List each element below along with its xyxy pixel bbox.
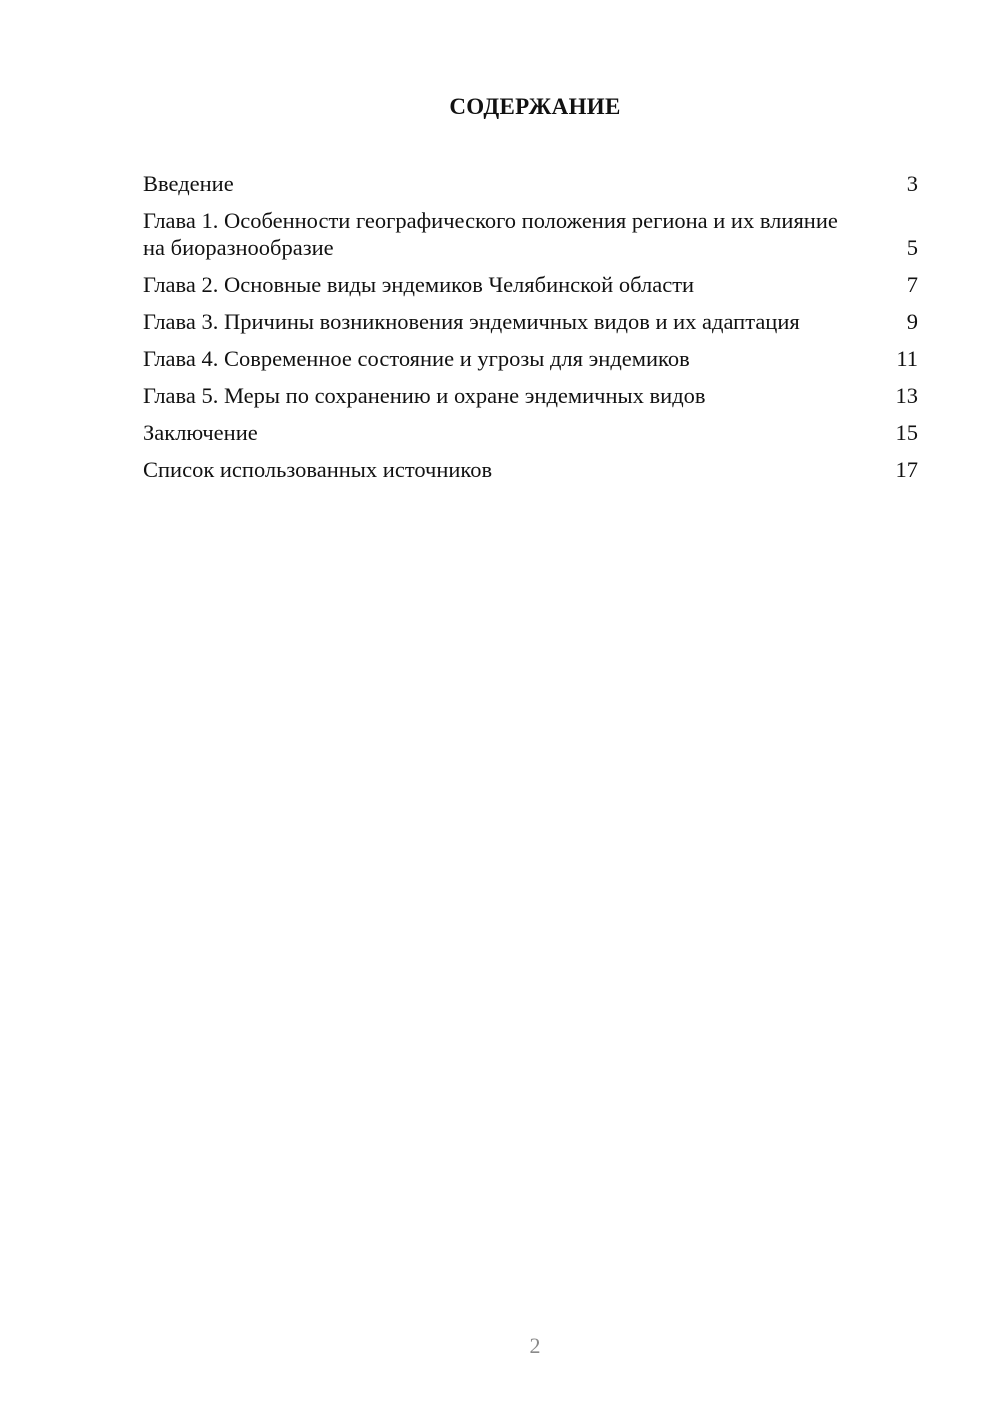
toc-entry-page: 5 — [906, 235, 918, 260]
toc-entry-label: Введение — [143, 171, 234, 196]
toc-entry-chapter-1[interactable] — [143, 207, 918, 261]
toc-entry-chapter-2[interactable] — [143, 271, 918, 298]
toc-entry-page: 9 — [906, 309, 918, 334]
toc-entry-chapter-4[interactable] — [143, 345, 918, 372]
toc-entry-label: Глава 4. Современное состояние и угрозы для эндемиков — [143, 346, 690, 371]
toc-entry-label: Глава 3. Причины возникновения эндемичных видов и их адаптация — [143, 309, 800, 334]
page-number: 2 — [529, 1333, 541, 1358]
toc-entry-references[interactable] — [143, 456, 918, 483]
page-title: СОДЕРЖАНИЕ — [449, 94, 621, 119]
toc-entry-conclusion[interactable] — [143, 419, 918, 446]
toc-entry-page: 7 — [906, 272, 918, 297]
toc-entry-label: Глава 5. Меры по сохранению и охране эндемичных видов — [143, 383, 706, 408]
toc-entry-page: 15 — [895, 420, 918, 445]
toc-entry-page: 17 — [895, 457, 918, 482]
toc-entry-page: 11 — [896, 346, 918, 371]
toc-entry-page: 13 — [895, 383, 918, 408]
toc-entry-label: Список использованных источников — [143, 457, 493, 482]
toc-entry-chapter-3[interactable] — [143, 308, 918, 335]
toc-entry-chapter-5[interactable] — [143, 382, 918, 409]
toc-entry-label: Глава 2. Основные виды эндемиков Челябинской области — [143, 272, 695, 297]
toc-entry-page: 3 — [906, 171, 918, 196]
toc-entry-label: Заключение — [143, 420, 258, 445]
table-of-contents — [143, 170, 918, 493]
toc-entry-introduction[interactable] — [143, 170, 918, 197]
toc-entry-label: Глава 1. Особенности географического положения региона и их влияние на биоразнообразие — [143, 208, 838, 260]
